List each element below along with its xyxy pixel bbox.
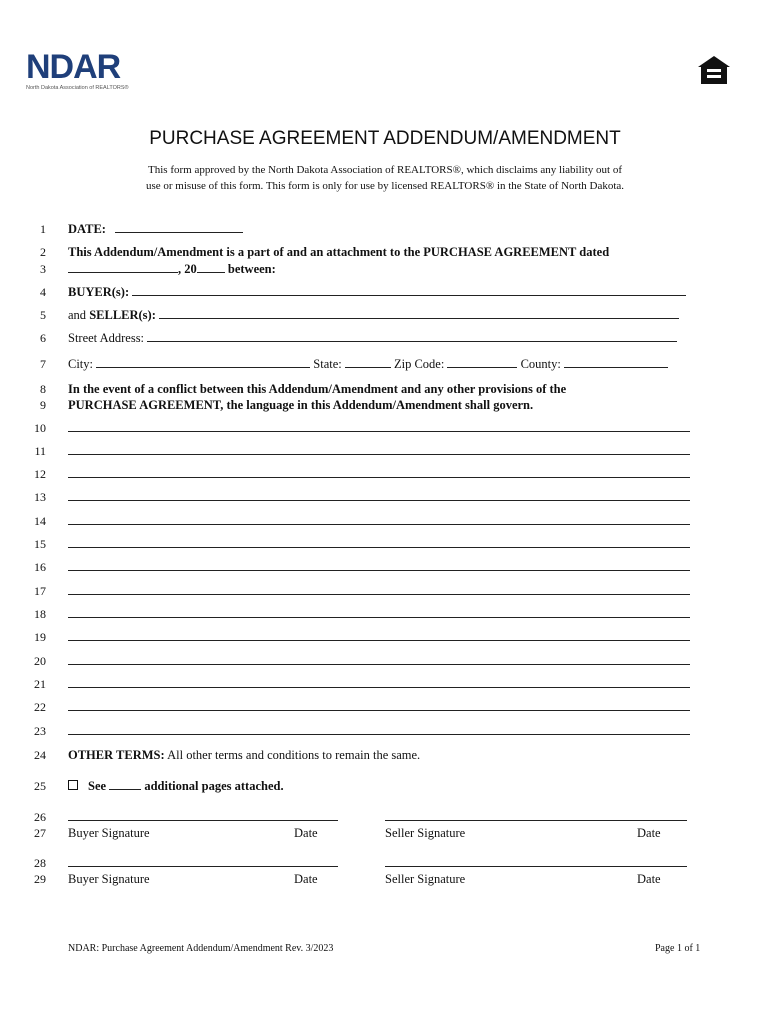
addendum-entry-line[interactable]: [68, 570, 690, 571]
buyer-date-label-1: Date: [294, 826, 318, 840]
addendum-entry-line[interactable]: [68, 454, 690, 455]
city-field[interactable]: [96, 357, 310, 368]
other-terms-label: OTHER TERMS:: [68, 748, 165, 762]
seller-signature-label-1: Seller Signature: [385, 826, 466, 840]
see-label: See: [88, 779, 107, 793]
addendum-entry-line[interactable]: [68, 664, 690, 665]
conflict-line-1: In the event of a conflict between this Addendum/Amendment and any other provisions of the: [68, 382, 567, 396]
line-number: 4: [40, 285, 46, 299]
other-terms-text: All other terms and conditions to remain the same.: [164, 748, 421, 762]
zip-field[interactable]: [447, 357, 517, 368]
zip-label: Zip Code:: [393, 357, 445, 371]
buyer-signature-label-2: Buyer Signature: [68, 872, 150, 886]
line-number: 6: [40, 331, 46, 345]
buyers-field[interactable]: [132, 285, 686, 296]
disclaimer-line-1: This form approved by the North Dakota Association of REALTORS®, which disclaims any liability out of: [148, 164, 622, 176]
sellers-label: SELLER(s):: [89, 308, 156, 322]
line-number: 12: [34, 467, 46, 481]
addendum-entry-line[interactable]: [68, 640, 690, 641]
disclaimer: [0, 162, 770, 194]
addendum-entry-line[interactable]: [68, 500, 690, 501]
line-number: 16: [34, 560, 46, 574]
seller-signature-line-1[interactable]: [385, 820, 687, 821]
buyer-date-label-2: Date: [294, 872, 318, 886]
line-number: 26: [34, 810, 46, 824]
buyers-label: BUYER(s):: [68, 285, 130, 299]
pages-count-field[interactable]: [109, 779, 141, 790]
addendum-entry-line[interactable]: [68, 594, 690, 595]
county-label: County:: [520, 357, 561, 371]
line-number: 15: [34, 537, 46, 551]
line-number: 11: [34, 444, 46, 458]
seller-signature-label-2: Seller Signature: [385, 872, 466, 886]
line-number: 17: [34, 584, 46, 598]
buyer-signature-label-1: Buyer Signature: [68, 826, 150, 840]
street-field[interactable]: [147, 331, 677, 342]
line-number: 29: [34, 872, 46, 886]
agreement-year-field[interactable]: [197, 262, 225, 273]
addendum-entry-line[interactable]: [68, 547, 690, 548]
line-number: 3: [40, 262, 46, 276]
line-number: 23: [34, 724, 46, 738]
additional-pages-checkbox[interactable]: [68, 780, 78, 790]
city-row: [68, 357, 668, 371]
line-number: 8: [40, 382, 46, 396]
date-field[interactable]: [115, 222, 243, 233]
line-number: 1: [40, 222, 46, 236]
line-number: 14: [34, 514, 46, 528]
footer-form-id: NDAR: Purchase Agreement Addendum/Amendment Rev. 3/2023: [68, 943, 334, 954]
buyer-signature-line-1[interactable]: [68, 820, 338, 821]
line-number: 28: [34, 856, 46, 870]
addendum-entry-line[interactable]: [68, 710, 690, 711]
buyers-row: [68, 285, 686, 299]
line-number: 2: [40, 245, 46, 259]
line-number: 24: [34, 748, 46, 762]
county-field[interactable]: [564, 357, 668, 368]
line-number: 27: [34, 826, 46, 840]
line-number: 19: [34, 630, 46, 644]
conflict-line-2: PURCHASE AGREEMENT, the language in this Addendum/Amendment shall govern.: [68, 398, 534, 412]
attachment-line-1: This Addendum/Amendment is a part of and an attachment to the PURCHASE AGREEMENT dated: [68, 245, 610, 259]
other-terms-row: [68, 748, 420, 762]
line-number: 25: [34, 779, 46, 793]
date-row: [68, 222, 243, 236]
line-number: 5: [40, 308, 46, 322]
line-number: 22: [34, 700, 46, 714]
page-title: PURCHASE AGREEMENT ADDENDUM/AMENDMENT: [149, 128, 621, 149]
line-number: 18: [34, 607, 46, 621]
disclaimer-line-2: use or misuse of this form. This form is only for use by licensed REALTORS® in the State of North Dakota.: [145, 180, 625, 192]
agreement-date-field[interactable]: [68, 262, 178, 273]
state-field[interactable]: [345, 357, 391, 368]
sellers-row: and SELLER(s):: [68, 308, 679, 322]
logo-text: NDAR: [26, 48, 121, 86]
logo-subtitle: North Dakota Association of REALTORS®: [26, 85, 129, 91]
street-label: Street Address:: [68, 331, 145, 345]
state-label: State:: [313, 357, 342, 371]
ndar-logo: [26, 50, 136, 94]
sellers-field[interactable]: [159, 308, 679, 319]
seller-signature-line-2[interactable]: [385, 866, 687, 867]
line-number: 9: [40, 398, 46, 412]
addendum-entry-line[interactable]: [68, 687, 690, 688]
seller-date-label-2: Date: [637, 872, 661, 886]
addendum-entry-line[interactable]: [68, 477, 690, 478]
date-label: DATE:: [68, 222, 106, 236]
additional-pages-row: [68, 779, 284, 793]
equal-housing-icon: [696, 54, 732, 94]
addendum-entry-line[interactable]: [68, 617, 690, 618]
footer-page-number: Page 1 of 1: [655, 943, 701, 954]
line-number: 21: [34, 677, 46, 691]
line-number: 7: [40, 357, 46, 371]
line-number: 20: [34, 654, 46, 668]
line-number: 13: [34, 490, 46, 504]
addendum-entry-line[interactable]: [68, 734, 690, 735]
addendum-entry-line[interactable]: [68, 431, 690, 432]
buyer-signature-line-2[interactable]: [68, 866, 338, 867]
line-number: 10: [34, 421, 46, 435]
pages-label: additional pages attached.: [144, 779, 284, 793]
city-label: City:: [68, 357, 94, 371]
attachment-line-2: , 20 between:: [68, 262, 276, 276]
addendum-entry-line[interactable]: [68, 524, 690, 525]
street-row: [68, 331, 677, 345]
seller-date-label-1: Date: [637, 826, 661, 840]
